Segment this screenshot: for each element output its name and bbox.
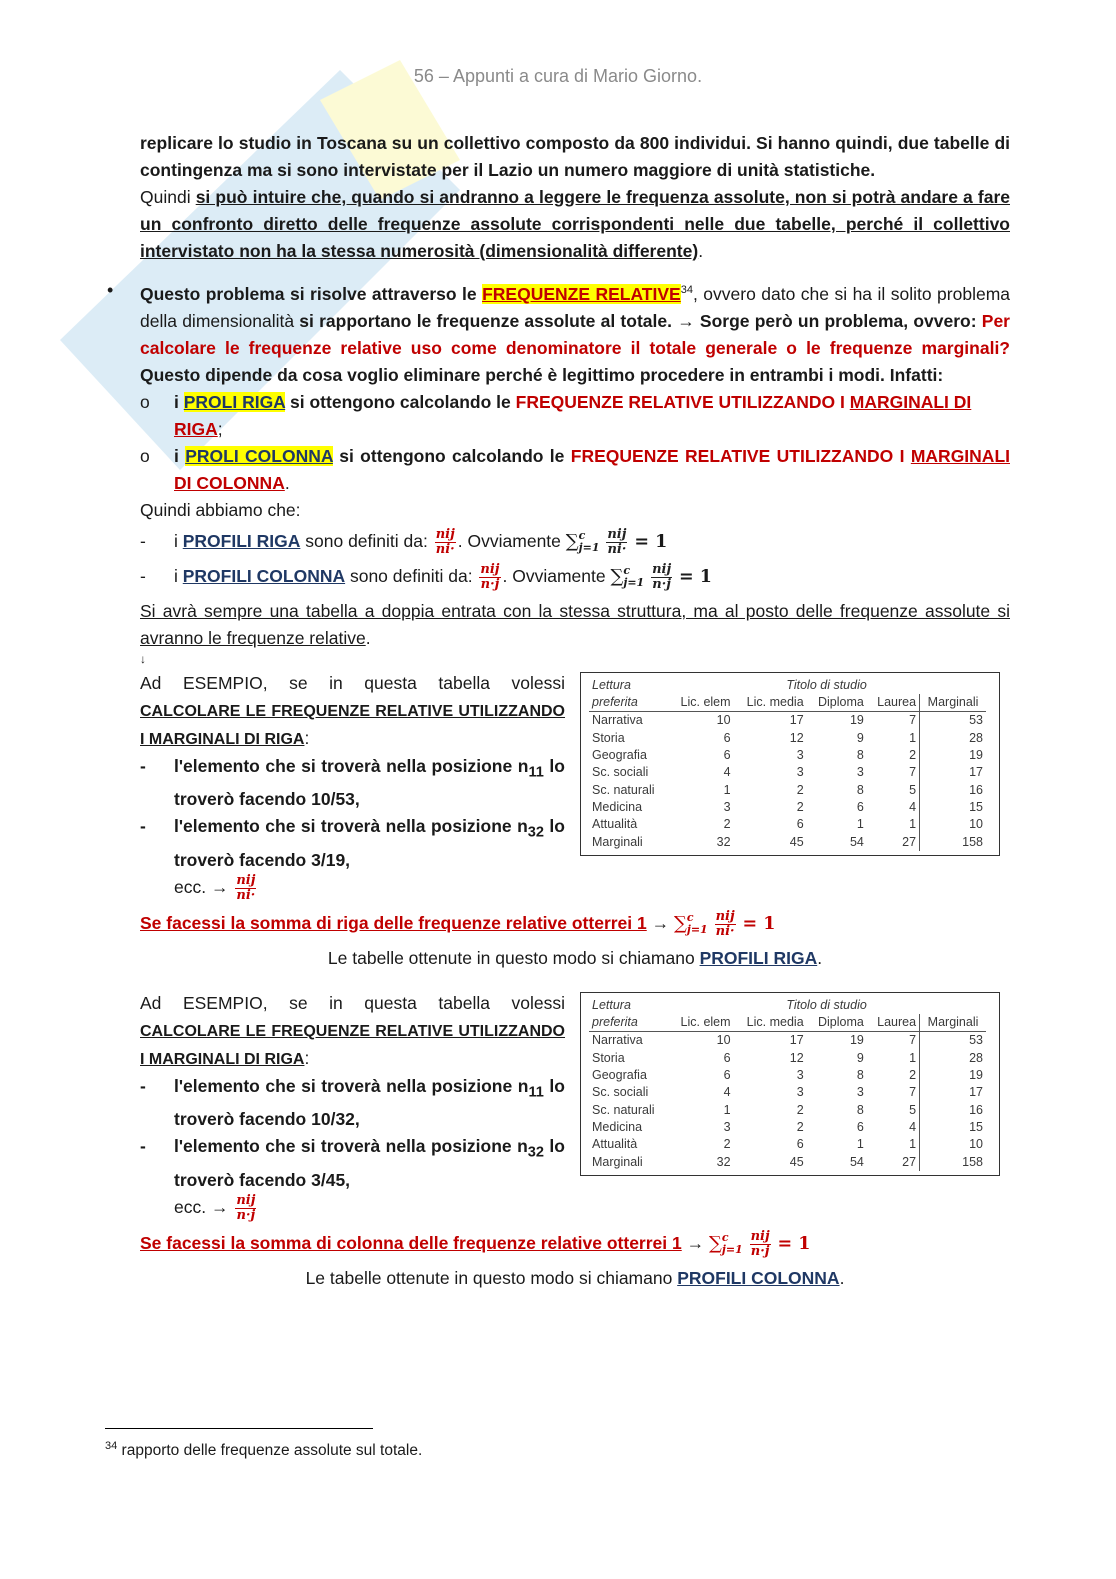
table-row: Geografia 6 3 8 2 19 — [589, 747, 993, 764]
bullet-icon: • — [107, 280, 114, 300]
data-table: Lettura Titolo di studio preferita Lic. elem Lic. media Diploma Laurea Marginali Narrativa 10 17 19 7 53 Storia 6 12 9 1 28 Geografia 6 3 8 2 19 Sc. sociali 4 3 3 7 17 Sc. naturali 1 2 8 5 16 Medicina 3 2 6 4 15 Attualità 2 6 1 1 10 Marginali 32 45 54 27 158 — [589, 997, 993, 1171]
sum-line-riga: Se facessi la somma di riga delle frequenze relative otterrei 1 → ∑c j=1 $\frac{\text{nij}}{ni\cdot}$ = 1 — [140, 908, 776, 939]
table-row: Marginali 32 45 54 27 158 — [589, 834, 993, 851]
sigma-symbol: ∑ — [610, 565, 624, 587]
data-table: Lettura Titolo di studio preferita Lic. elem Lic. media Diploma Laurea Marginali Narrativa 10 17 19 7 53 Storia 6 12 9 1 28 Geografia 6 3 8 2 19 Sc. sociali 4 3 3 7 17 Sc. naturali 1 2 8 5 16 Medicina 3 2 6 4 15 Attualità 2 6 1 1 10 Marginali 32 45 54 27 158 — [589, 677, 993, 851]
definition-profili-colonna: - i PROFILI COLONNA sono definiti da: $\frac{\text{nij}}{n\cdot j}$ . Ovviamente ∑c j=1 $\frac{\text{nij}}{n\cdot j}$ = 1 — [140, 561, 712, 592]
footnote-ref[interactable]: 34 — [680, 284, 693, 296]
table-row: Sc. naturali 1 2 8 5 16 — [589, 782, 993, 799]
paragraph-intro: replicare lo studio in Toscana su un collettivo composto da 800 individui. Si hanno quindi, due tabelle di contingenza ma si sono intervistate per il Lazio un numero maggiore di unità statistiche. Quindi si può intuire che, quando si andranno a leggere le frequenza assolute, non si potrà andare a fare un confronto diretto delle frequenze assolute corrispondenti nelle due tabelle, perché il collettivo intervistato non ha la stessa numerosità (dimensionalità differente). — [140, 133, 1010, 261]
table-row: Storia 6 12 9 1 28 — [589, 1050, 993, 1067]
quindi-abbiamo: Quindi abbiamo che: — [140, 499, 301, 520]
footnote: $^{34}$ rapporto delle frequenze assolute sul totale. — [105, 1440, 423, 1460]
page-body — [107, 130, 1011, 1292]
table-row: Narrativa 10 17 19 7 53 — [589, 1032, 993, 1050]
example-profili-colonna: Ad ESEMPIO, se in questa tabella volessi CALCOLARE LE FREQUENZE RELATIVE UTILIZZANDO I MARGINALI DI RIGA: - l'elemento che si troverà nella posizione $n_{11}$ lo troverò facendo 10/32, - l'elemento che si troverà nella posizione $n_{32}$ lo troverò facendo 3/45, ecc. → $\frac{\text{nij}}{n\cdot j}$ Lettura Titolo di studio preferita Lic. elem Lic. media Diploma Laurea Marginali Narrativa 10 17 19 7 53 Storia 6 12 9 1 28 Geografia 6 3 8 2 19 Sc. sociali 4 3 3 7 17 Sc. naturali 1 2 8 5 16 Medicina 3 2 6 4 15 Attualità 2 6 1 1 10 Marginali 32 45 54 27 158 — [140, 990, 1010, 1230]
formula-fraction: $\frac{\text{nij}}{n\cdot j}$ — [480, 561, 500, 592]
example-profili-riga: Ad ESEMPIO, se in questa tabella volessi CALCOLARE LE FREQUENZE RELATIVE UTILIZZANDO I MARGINALI DI RIGA: - l'elemento che si troverà nella posizione $n_{11}$ lo troverò facendo 10/53, - l'elemento che si troverà nella posizione $n_{32}$ lo troverò facendo 3/19, ecc. → $\frac{\text{nij}}{ni\cdot}$ Lettura Titolo di studio preferita Lic. elem Lic. media Diploma Laurea Marginali Narrativa 10 17 19 7 53 Storia 6 12 9 1 28 Geografia 6 3 8 2 19 Sc. sociali 4 3 3 7 17 Sc. naturali 1 2 8 5 16 Medicina 3 2 6 4 15 Attualità 2 6 1 1 10 Marginali 32 45 54 27 158 — [140, 670, 1010, 910]
sub-item-profili-riga: o i PROLI RIGA si ottengono calcolando le FREQUENZE RELATIVE UTILIZZANDO I MARGINALI DI RIGA; — [140, 391, 972, 439]
tabella-note: Si avrà sempre una tabella a doppia entrata con la stessa struttura, ma al posto delle frequenze assolute si avranno le frequenze relative. — [140, 600, 1010, 648]
table-row: Sc. naturali 1 2 8 5 16 — [589, 1102, 993, 1119]
formula-fraction: $\frac{\text{nij}}{n\cdot j}$ — [236, 1192, 256, 1223]
page-header: 56 – Appunti a cura di Mario Giorno. — [413, 66, 703, 86]
conclusion-profili-colonna: Le tabelle ottenute in questo modo si chiamano PROFILI COLONNA. — [305, 1267, 845, 1288]
footnote-divider — [105, 1428, 373, 1429]
table-row: Sc. sociali 4 3 3 7 17 — [589, 764, 993, 781]
conclusion-profili-riga: Le tabelle ottenute in questo modo si chiamano PROFILI RIGA. — [327, 947, 823, 968]
sum-line-colonna: Se facessi la somma di colonna delle frequenze relative otterrei 1 → ∑c j=1 $\frac{\text{nij}}{n\cdot j}$ = 1 — [140, 1228, 811, 1259]
formula-fraction: $\frac{\text{nij}}{n\cdot j}$ — [652, 561, 672, 592]
formula-fraction: $\frac{\text{nij}}{ni\cdot}$ — [236, 872, 256, 903]
table-row: Narrativa 10 17 19 7 53 — [589, 712, 993, 730]
table-row: Attualità 2 6 1 1 10 — [589, 1136, 993, 1153]
contingency-table-2 — [580, 992, 1000, 1176]
formula-fraction: $\frac{\text{nij}}{ni\cdot}$ — [607, 526, 627, 557]
term-frequenze-relative: FREQUENZE RELATIVE — [482, 283, 681, 304]
sigma-symbol: ∑ — [565, 530, 579, 552]
table-row: Medicina 3 2 6 4 15 — [589, 799, 993, 816]
table-row: Sc. sociali 4 3 3 7 17 — [589, 1084, 993, 1101]
contingency-table-1 — [580, 672, 1000, 856]
table-row: Medicina 3 2 6 4 15 — [589, 1119, 993, 1136]
table-row: Marginali 32 45 54 27 158 — [589, 1154, 993, 1171]
table-row: Storia 6 12 9 1 28 — [589, 730, 993, 747]
sub-item-profili-colonna: o i PROLI COLONNA si ottengono calcolando le FREQUENZE RELATIVE UTILIZZANDO I MARGINALI DI COLONNA. — [140, 445, 1010, 493]
definition-profili-riga: - i PROFILI RIGA sono definiti da: $\frac{\text{nij}}{ni\cdot}$ . Ovviamente ∑c j=1 $\frac{\text{nij}}{ni\cdot}$ = 1 — [140, 526, 668, 557]
table-row: Attualità 2 6 1 1 10 — [589, 816, 993, 833]
arrow-down-icon: ↓ — [140, 651, 146, 666]
table-row: Geografia 6 3 8 2 19 — [589, 1067, 993, 1084]
formula-fraction: $\frac{\text{nij}}{ni\cdot}$ — [435, 526, 455, 557]
bullet-frequenze-relative: • Questo problema si risolve attraverso le FREQUENZE RELATIVE$^{34}$, ovvero dato che si ha il solito problema della dimensionalità si rapportano le frequenze assolute al totale. → Sorge però un problema, ovvero: Per calcolare le frequenze relative uso come denominatore il totale generale o le frequenze marginali? Questo dipende da cosa voglio eliminare perché è legittimo procedere in entrambi i modi. Infatti: — [140, 277, 1010, 389]
